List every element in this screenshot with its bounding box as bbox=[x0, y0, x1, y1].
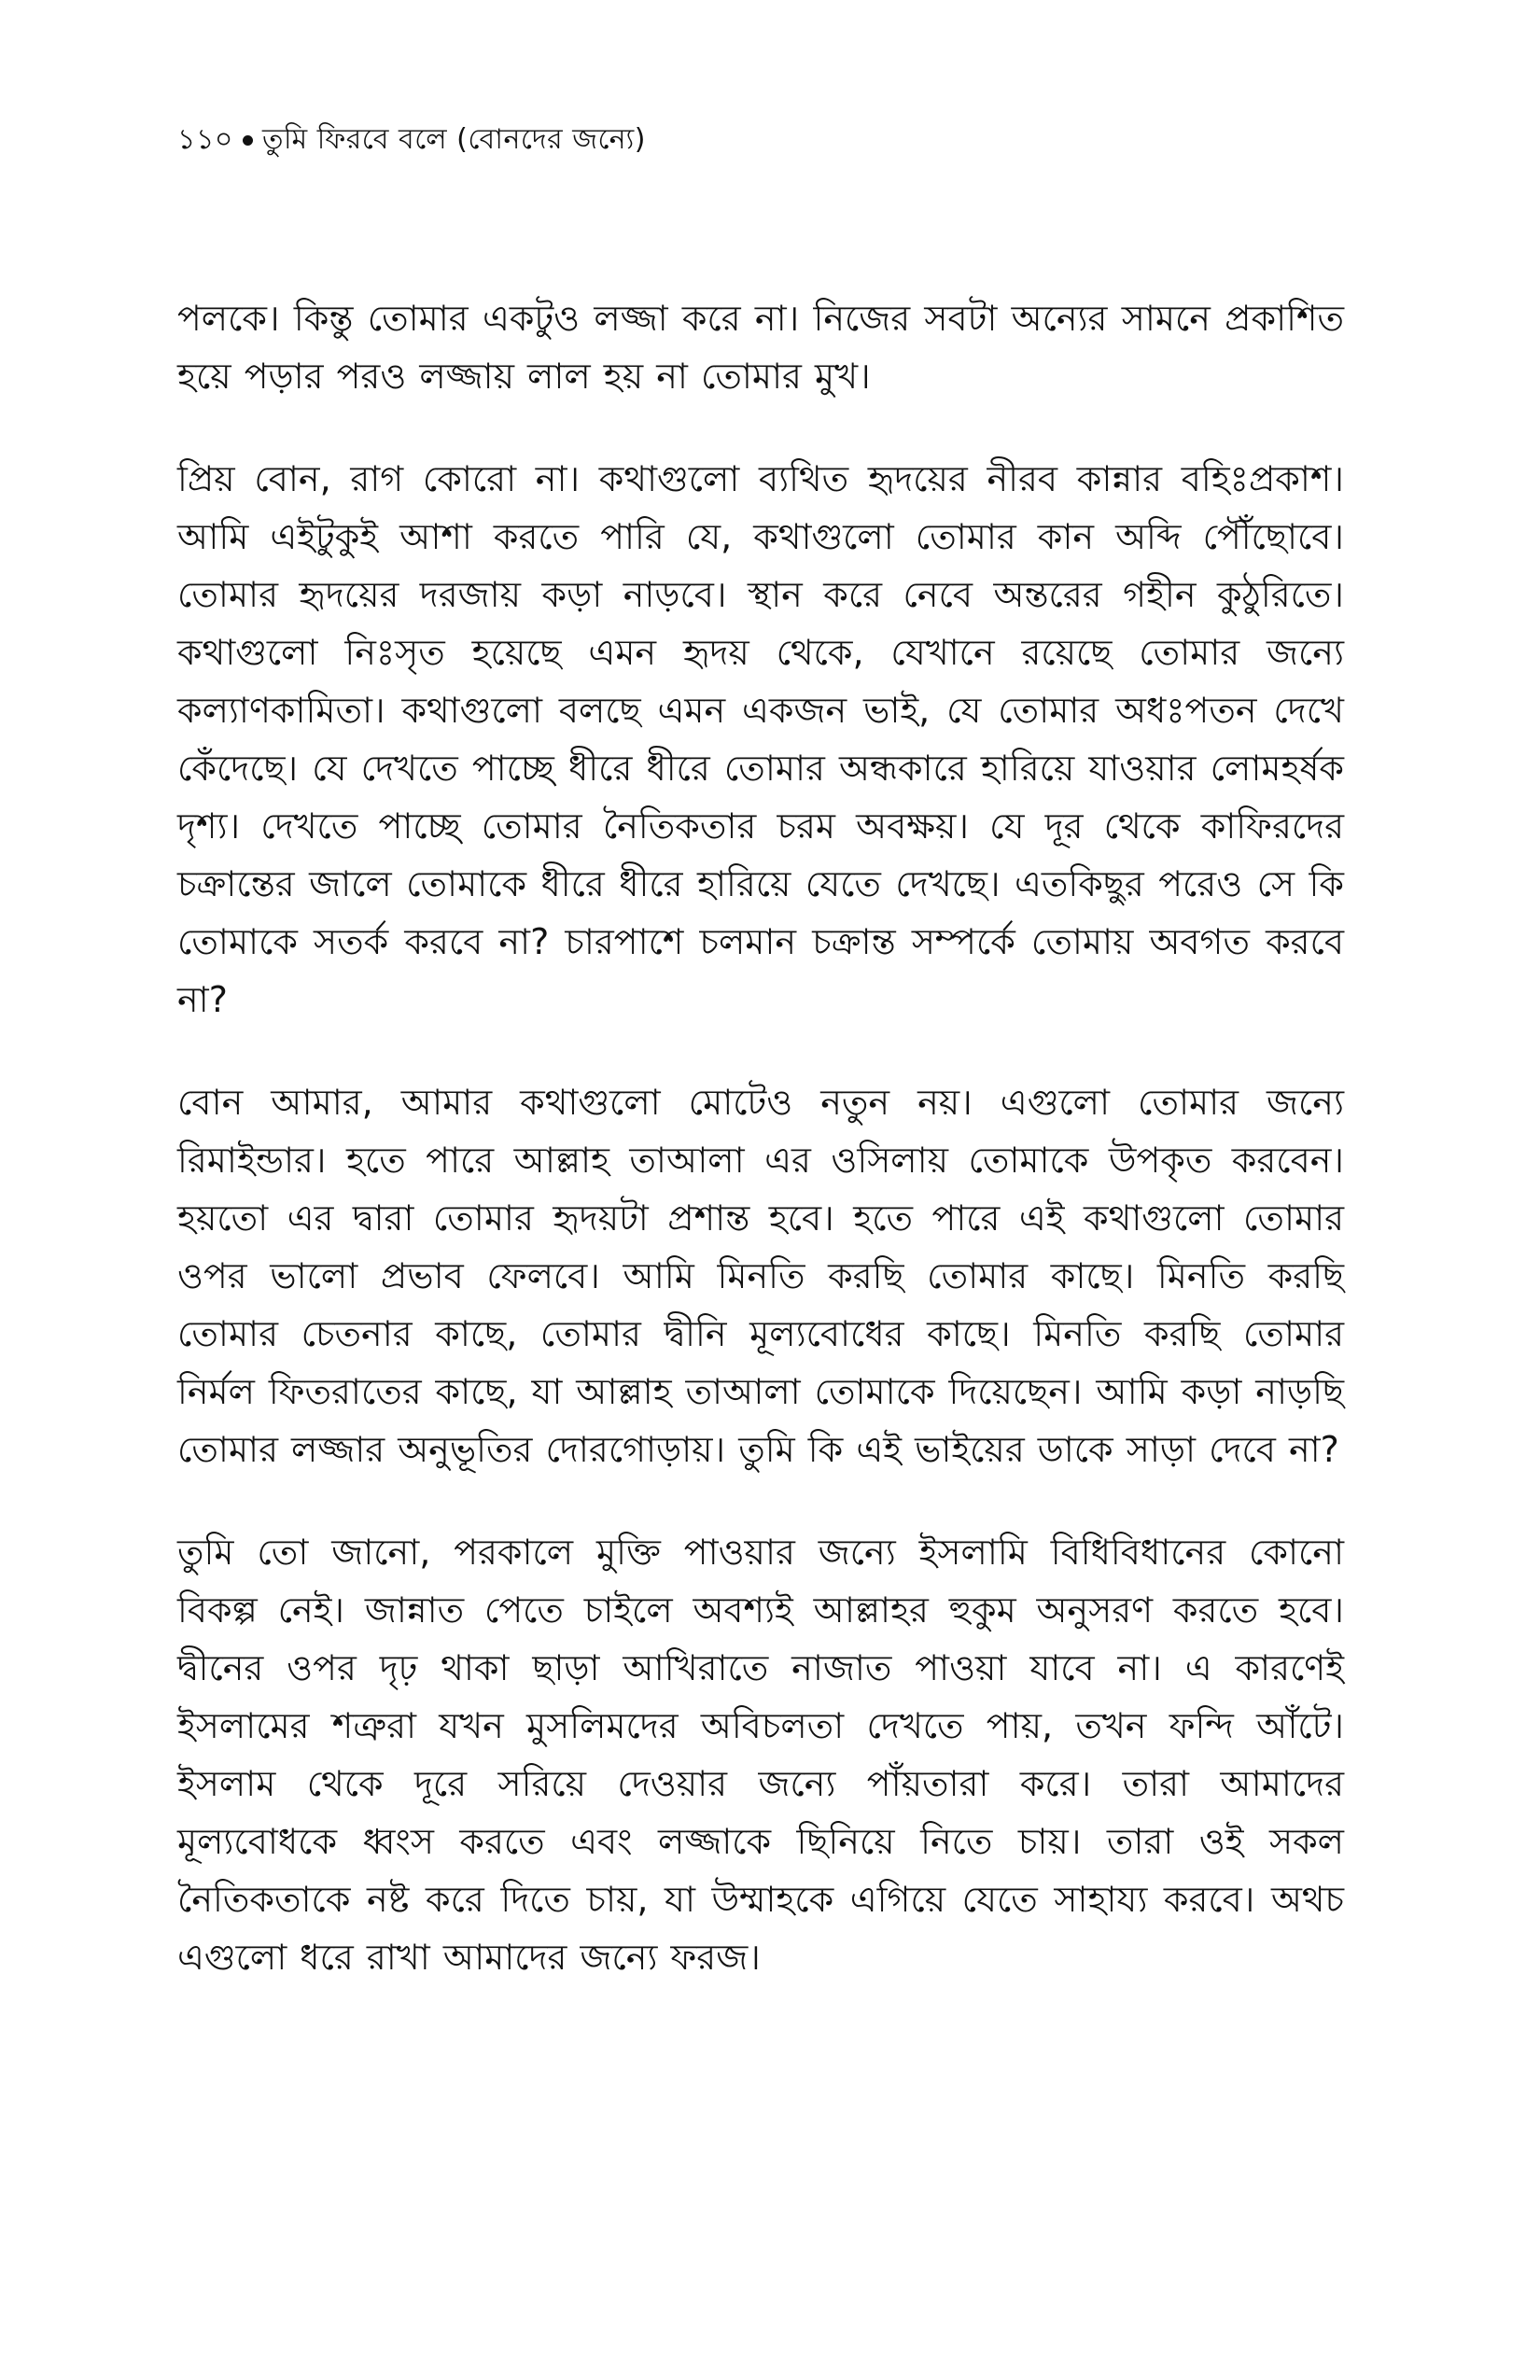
paragraph-3: বোন আমার, আমার কথাগুলো মোটেও নতুন নয়। এগুলো তোমার জন্যে রিমাইন্ডার। হতে পারে আল্লাহ তাআলা এর ওসিলায় তোমাকে উপকৃত করবেন। হয়তো এর দ্বারা তোমার হৃদয়টা প্রশান্ত হবে। হতে পারে এই কথাগুলো তোমার ওপর ভালো প্রভাব ফেলবে। আমি মিনতি করছি তোমার কাছে। মিনতি করছি তোমার চেতনার কাছে, তোমার দ্বীনি মূল্যবোধের কাছে। মিনতি করছি তোমার নির্মল ফিতরাতের কাছে, যা আল্লাহ তাআলা তোমাকে দিয়েছেন। আমি কড়া নাড়ছি তোমার লজ্জার অনুভূতির দোরগোড়ায়। তুমি কি এই ভাইয়ের ডাকে সাড়া দেবে না? bbox=[177, 1082, 1344, 1470]
running-header bbox=[177, 121, 1344, 159]
paragraph-2: প্রিয় বোন, রাগ কোরো না। কথাগুলো ব্যথিত হৃদয়ের নীরব কান্নার বহিঃপ্রকাশ। আমি এইটুকুই আশা করতে পারি যে, কথাগুলো তোমার কান অব্দি পৌঁছোবে। তোমার হৃদয়ের দরজায় কড়া নাড়বে। স্থান করে নেবে অন্তরের গহীন কুঠুরিতে। কথাগুলো নিঃসৃত হয়েছে এমন হৃদয় থেকে, যেখানে রয়েছে তোমার জন্যে কল্যাণকামিতা। কথাগুলো বলছে এমন একজন ভাই, যে তোমার অধঃপতন দেখে কেঁদেছে। যে দেখতে পাচ্ছে ধীরে ধীরে তোমার অন্ধকারে হারিয়ে যাওয়ার লোমহর্ষক দৃশ্য। দেখতে পাচ্ছে তোমার নৈতিকতার চরম অবক্ষয়। যে দূর থেকে কাফিরদের চক্রান্তের জালে তোমাকে ধীরে ধীরে হারিয়ে যেতে দেখছে। এতকিছুর পরেও সে কি তোমাকে সতর্ক করবে না? চারপাশে চলমান চক্রান্ত সম্পর্কে তোমায় অবগত করবে না? bbox=[177, 458, 1344, 1020]
paragraph-1: পলকে। কিন্তু তোমার একটুও লজ্জা করে না। নিজের সবটা অন্যের সামনে প্রকাশিত হয়ে পড়ার পরও লজ্জায় লাল হয় না তোমার মুখ। bbox=[177, 298, 1344, 397]
page-number: ১১০ bbox=[177, 123, 233, 156]
paragraph-4: তুমি তো জানো, পরকালে মুক্তি পাওয়ার জন্যে ইসলামি বিধিবিধানের কোনো বিকল্প নেই। জান্নাত পেতে চাইলে অবশ্যই আল্লাহর হুকুম অনুসরণ করতে হবে। দ্বীনের ওপর দৃঢ় থাকা ছাড়া আখিরাতে নাজাত পাওয়া যাবে না। এ কারণেই ইসলামের শত্রুরা যখন মুসলিমদের অবিচলতা দেখতে পায়, তখন ফন্দি আঁটে। ইসলাম থেকে দূরে সরিয়ে দেওয়ার জন্যে পাঁয়তারা করে। তারা আমাদের মূল্যবোধকে ধ্বংস করতে এবং লজ্জাকে ছিনিয়ে নিতে চায়। তারা ওই সকল নৈতিকতাকে নষ্ট করে দিতে চায়, যা উম্মাহকে এগিয়ে যেতে সাহায্য করবে। অথচ এগুলো ধরে রাখা আমাদের জন্যে ফরজ। bbox=[177, 1532, 1344, 1978]
book-page bbox=[177, 121, 1344, 2343]
body-text bbox=[177, 289, 1344, 1986]
book-title: তুমি ফিরবে বলে (বোনদের জন্যে) bbox=[261, 123, 646, 156]
bullet-separator bbox=[243, 135, 253, 146]
